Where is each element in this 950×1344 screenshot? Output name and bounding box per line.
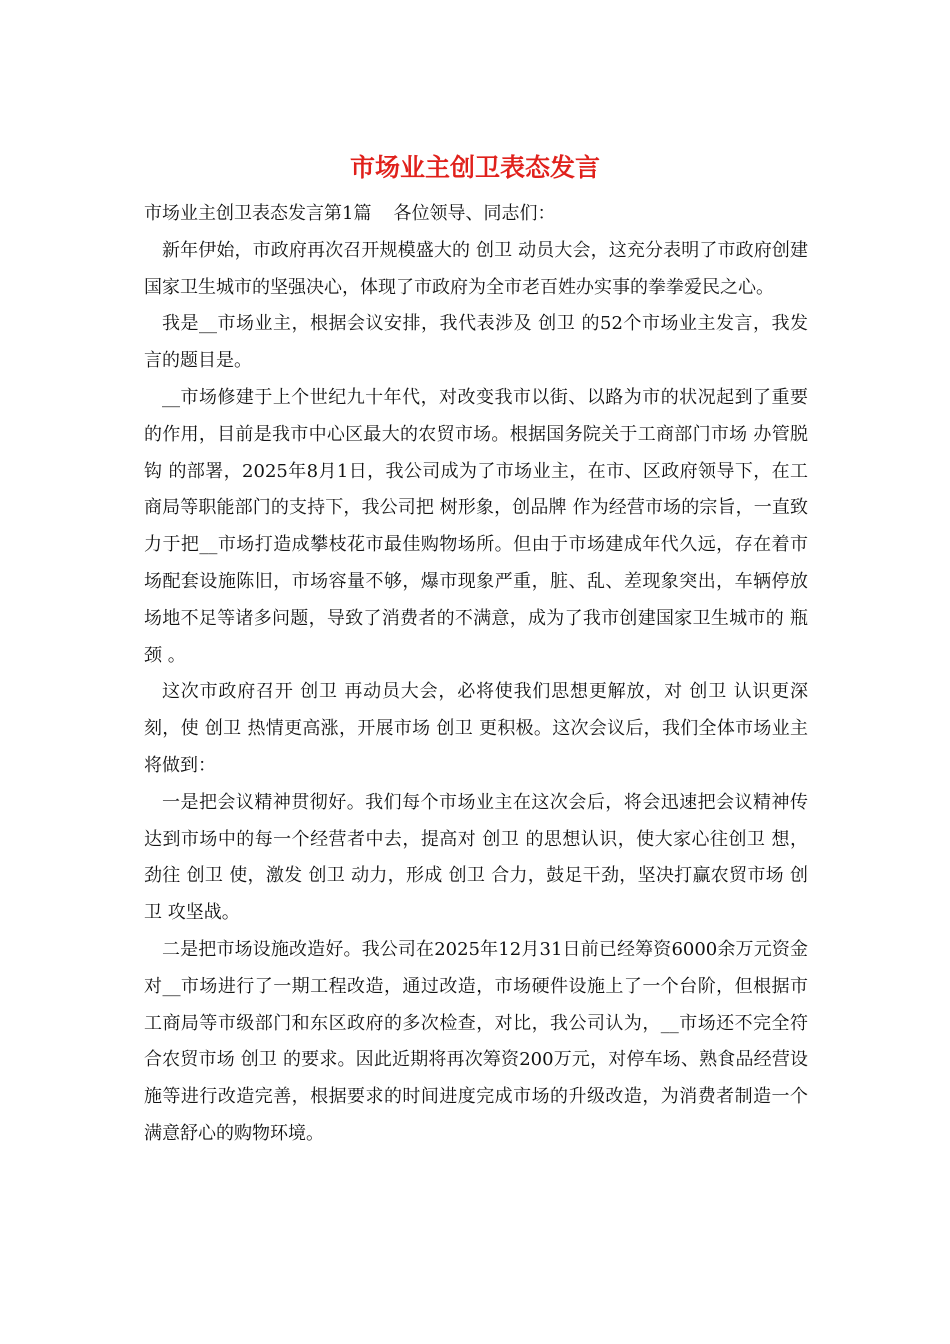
document-body (144, 196, 808, 1153)
paragraph: __市场修建于上个世纪九十年代，对改变我市以街、以路为市的状况起到了重要的作用，目前是我市中心区最大的农贸市场。根据国务院关于工商部门市场 办管脱钩 的部署，2025年8月1日，我公司成为了市场业主，在市、区政府领导下，在工商局等职能部门的支持下，我公司把 树形象，创品牌 作为经营市场的宗旨，一直致力于把__市场打造成攀枝花市最佳购物场所。但由于市场建成年代久远，存在着市场配套设施陈旧，市场容量不够，爆市现象严重，脏、乱、差现象突出，车辆停放场地不足等诸多问题，导致了消费者的不满意，成为了我市创建国家卫生城市的 瓶颈 。 (144, 386, 808, 666)
paragraph: 这次市政府召开 创卫 再动员大会，必将使我们思想更解放，对 创卫 认识更深刻，使 创卫 热情更高涨，开展市场 创卫 更积极。这次会议后，我们全体市场业主将做到： (144, 681, 808, 776)
intro-text: 市场业主创卫表态发言第1篇 (144, 203, 372, 224)
document-title: 市场业主创卫表态发言 (349, 153, 600, 182)
intro-line (144, 196, 808, 233)
paragraph: 我是__市场业主，根据会议安排，我代表涉及 创卫 的52个市场业主发言，我发言的题目是。 (144, 313, 808, 372)
paragraph: 一是把会议精神贯彻好。我们每个市场业主在这次会后，将会迅速把会议精神传达到市场中的每一个经营者中去，提高对 创卫 的思想认识，使大家心往创卫 想，劲往 创卫 使，激发 创卫 动力，形成 创卫 合力，鼓足干劲，坚决打赢农贸市场 创卫 攻坚战。 (144, 791, 808, 924)
greeting-text: 各位领导、同志们： (393, 203, 556, 224)
paragraph: 二是把市场设施改造好。我公司在2025年12月31日前已经筹资6000余万元资金对__市场进行了一期工程改造，通过改造，市场硬件设施上了一个台阶，但根据市工商局等市级部门和东区政府的多次检查，对比，我公司认为，__市场还不完全符合农贸市场 创卫 的要求。因此近期将再次筹资200万元，对停车场、熟食品经营设施等进行改造完善，根据要求的时间进度完成市场的升级改造，为消费者制造一个满意舒心的购物环境。 (144, 938, 808, 1144)
paragraph: 新年伊始，市政府再次召开规模盛大的 创卫 动员大会，这充分表明了市政府创建国家卫生城市的坚强决心，体现了市政府为全市老百姓办实事的拳拳爱民之心。 (144, 239, 808, 298)
